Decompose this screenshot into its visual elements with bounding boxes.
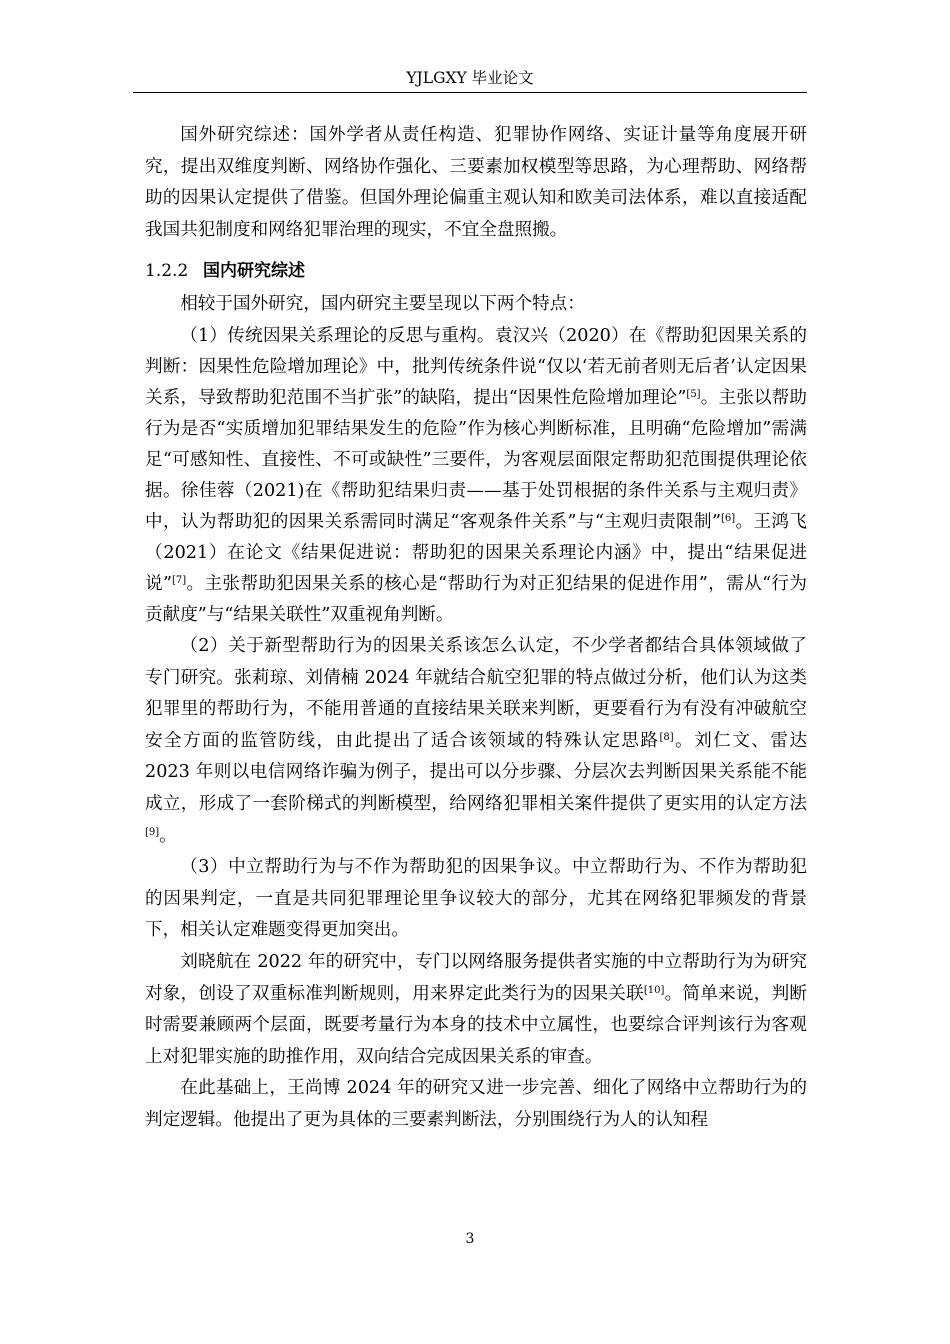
text-segment: 。简单来说，判断时需要兼顾两个层面，既要考量行为本身的技术中立属性，也要综合评判该行为客观上对犯罪实施的助推作用，双向结合完成因果关系的审查。 <box>145 983 807 1067</box>
section-heading <box>145 256 807 286</box>
citation-9: [9] <box>145 826 160 838</box>
paragraph-point-3: （3）中立帮助行为与不作为帮助犯的因果争议。中立帮助行为、不作为帮助犯的因果判定，一直是共同犯罪理论里争议较大的部分，尤其在网络犯罪频发的背景下，相关认定难题变得更加突出。 <box>145 857 807 941</box>
citation-8: [8] <box>659 731 674 743</box>
text-segment: 。主张以帮助行为是否“实质增加犯罪结果发生的危险”作为核心判断标准，且明确“危险增加”需满足“可感知性、直接性、不可或缺性”三要件，为客观层面限定帮助犯范围提供理论依据。徐佳蓉（2021)在《帮助犯结果归责——基于处罚根据的条件关系与主观归责》中，认为帮助犯的因果关系需同时满足“客观条件关系”与“主观归责限制” <box>145 387 807 532</box>
text-segment: 。王鸿飞（2021）在论文《结果促进说：帮助犯的因果关系理论内涵》中，提出“结果促进说” <box>145 511 807 594</box>
text-segment: 。主张帮助犯因果关系的核心是“帮助行为对正犯结果的促进作用”，需从“行为贡献度”与“结果关联性”双重视角判断。 <box>145 573 807 625</box>
text-segment: 。刘仁文、雷达 2023 年则以电信网络诈骗为例子，提出可以分步骤、分层次去判断因果关系能不能成立，形成了一套阶梯式的判断模型，给网络犯罪相关案件提供了更实用的认定方法 <box>145 730 807 814</box>
citation-5: [5] <box>686 388 701 400</box>
citation-6: [6] <box>720 512 736 524</box>
section-title: 国内研究综述 <box>203 261 305 282</box>
paragraph-foreign-review: 国外研究综述：国外学者从责任构造、犯罪协作网络、实证计量等角度展开研究，提出双维度判断、网络协作强化、三要素加权模型等思路，为心理帮助、网络帮助的因果认定提供了借鉴。但国外理论偏重主观认知和欧美司法体系，难以直接适配我国共犯制度和网络犯罪治理的现实，不宜全盘照搬。 <box>145 125 807 240</box>
paragraph-point-2 <box>145 631 807 852</box>
paragraph-point-1 <box>145 321 807 631</box>
text-segment: 。 <box>159 825 177 846</box>
text-segment: 刘晓航在 2022 年的研究中，专门以网络服务提供者实施的中立帮助行为为研究对象，创设了双重标准判断规则，用来界定此类行为的因果关联 <box>145 951 807 1004</box>
text-segment: （2）关于新型帮助行为的因果关系该怎么认定，不少学者都结合具体领域做了专门研究。张莉琼、刘倩楠 2024 年就结合航空犯罪的特点做过分析，他们认为这类犯罪里的帮助行为，不能用普通的直接结果关联来判断，更要看行为有没有冲破航空安全方面的监管防线，由此提出了适合该领域的特殊认定思路 <box>145 635 807 751</box>
text-segment: （1）传统因果关系理论的反思与重构。袁汉兴（2020）在《帮助犯因果关系的判断：因果性危险增加理论》中，批判传统条件说“仅以‘若无前者则无后者’认定因果关系，导致帮助犯范围不当扩张”的缺陷，提出“因果性危险增加理论” <box>145 325 807 408</box>
section-number: 1.2.2 <box>145 261 189 282</box>
body-text <box>145 120 807 1136</box>
paragraph-domestic-intro: 相较于国外研究，国内研究主要呈现以下两个特点： <box>180 294 585 315</box>
page-number: 3 <box>465 1231 475 1247</box>
citation-7: [7] <box>171 574 187 586</box>
citation-10: [10] <box>643 984 665 996</box>
header-rule <box>133 92 807 93</box>
paragraph-wang-shangbo: 在此基础上，王尚博 2024 年的研究又进一步完善、细化了网络中立帮助行为的判定逻辑。他提出了更为具体的三要素判断法，分别围绕行为人的认知程 <box>145 1078 807 1130</box>
paragraph-liu-xiaohang <box>145 947 807 1073</box>
running-header: YJLGXY 毕业论文 <box>406 69 534 87</box>
